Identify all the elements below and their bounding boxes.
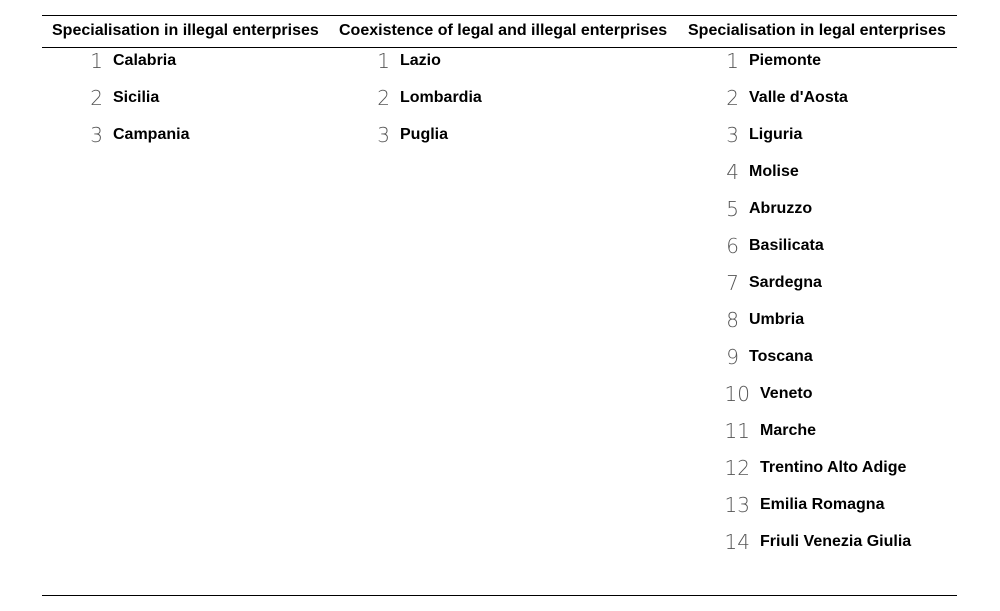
rank-number: 8 xyxy=(726,308,739,332)
region-name: Veneto xyxy=(760,385,813,402)
rank-number: 2 xyxy=(726,86,739,110)
region-name: Abruzzo xyxy=(749,200,813,217)
region-name: Basilicata xyxy=(749,237,824,254)
rank-number: 3 xyxy=(90,123,103,147)
header-coexistence: Coexistence of legal and illegal enterprises xyxy=(339,22,668,39)
rank-number: 14 xyxy=(724,530,750,554)
region-name: Sardegna xyxy=(749,274,822,291)
header-legal: Specialisation in legal enterprises xyxy=(688,22,946,39)
rank-number: 7 xyxy=(726,271,739,295)
rank-number: 13 xyxy=(724,493,750,517)
table-top-rule xyxy=(42,15,957,16)
rank-number: 6 xyxy=(726,234,739,258)
region-name: Friuli Venezia Giulia xyxy=(760,533,912,550)
region-name: Lazio xyxy=(400,52,441,69)
region-name: Trentino Alto Adige xyxy=(760,459,907,476)
rank-number: 10 xyxy=(724,382,750,406)
rank-number: 9 xyxy=(726,345,739,369)
table-header-rule xyxy=(42,47,957,48)
rank-number: 4 xyxy=(726,160,739,184)
region-name: Emilia Romagna xyxy=(760,496,885,513)
rank-number: 12 xyxy=(724,456,750,480)
region-name: Marche xyxy=(760,422,817,439)
rank-number: 2 xyxy=(90,86,103,110)
rank-number: 11 xyxy=(724,419,750,443)
region-name: Molise xyxy=(749,163,799,180)
region-name: Toscana xyxy=(749,348,813,365)
region-name: Sicilia xyxy=(113,89,160,106)
rank-number: 2 xyxy=(377,86,390,110)
rank-number: 5 xyxy=(726,197,739,221)
rank-number: 1 xyxy=(377,49,390,73)
region-name: Puglia xyxy=(400,126,449,143)
table-bottom-rule xyxy=(42,595,957,596)
region-name: Umbria xyxy=(749,311,805,328)
rank-number: 1 xyxy=(90,49,103,73)
rank-number: 3 xyxy=(726,123,739,147)
region-name: Piemonte xyxy=(749,52,822,69)
region-name: Campania xyxy=(113,126,190,143)
header-illegal: Specialisation in illegal enterprises xyxy=(52,22,319,39)
region-name: Lombardia xyxy=(400,89,482,106)
rank-number: 3 xyxy=(377,123,390,147)
region-name: Valle d'Aosta xyxy=(749,89,848,106)
region-name: Calabria xyxy=(113,52,177,69)
region-name: Liguria xyxy=(749,126,803,143)
rank-number: 1 xyxy=(726,49,739,73)
